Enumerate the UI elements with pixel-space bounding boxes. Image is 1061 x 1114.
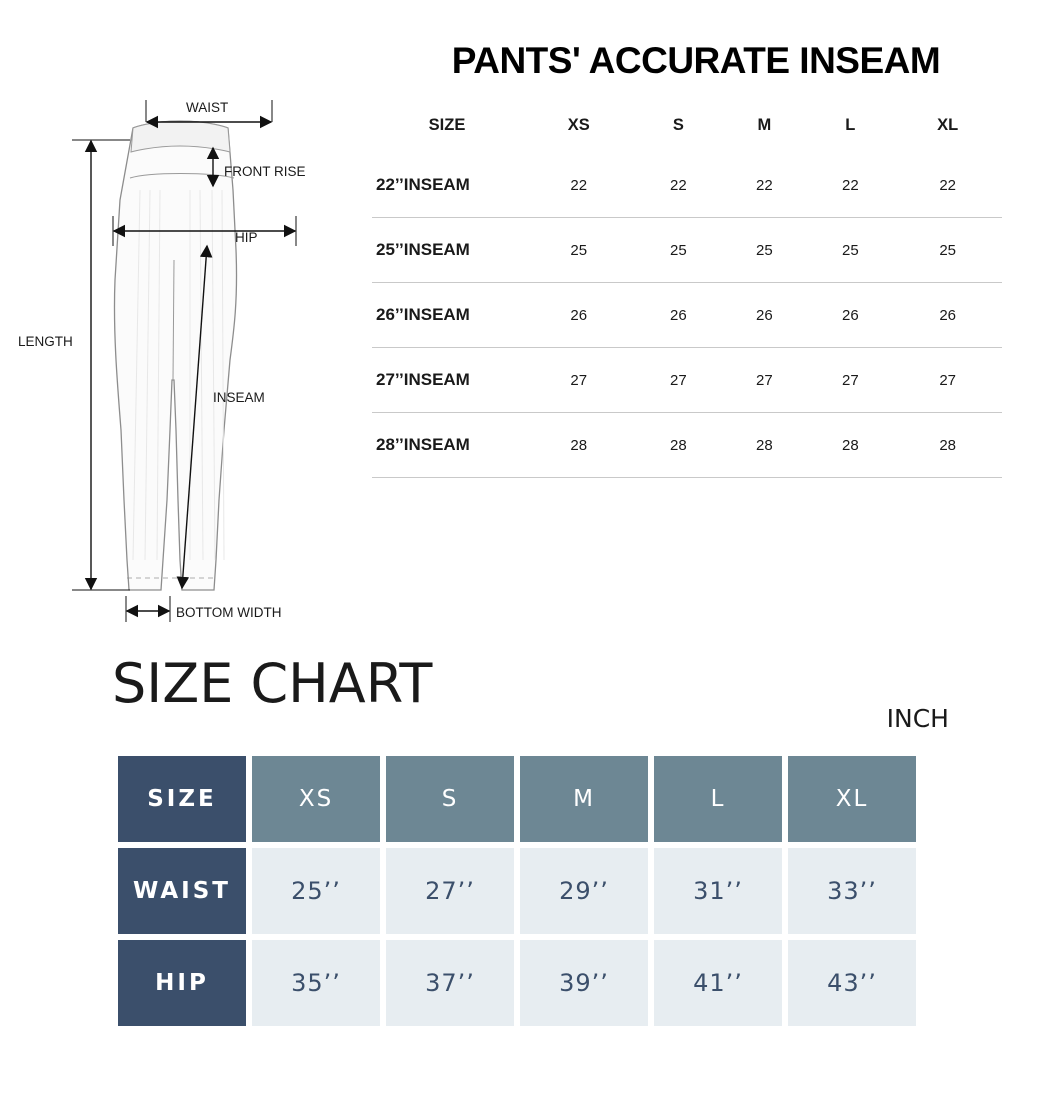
table-row bbox=[372, 218, 1002, 283]
inseam-cell: 25 bbox=[807, 218, 893, 283]
table-row bbox=[372, 348, 1002, 413]
inseam-cell: 27 bbox=[807, 348, 893, 413]
inseam-cell: 26 bbox=[635, 283, 721, 348]
size-chart-section bbox=[0, 632, 1061, 1114]
inseam-header-xs: XS bbox=[567, 116, 590, 134]
size-chart-header-size: SIZE bbox=[118, 756, 246, 842]
inseam-cell: 26 bbox=[893, 283, 1002, 348]
inseam-cell: 27 bbox=[721, 348, 807, 413]
size-chart-header-row bbox=[118, 756, 916, 842]
label-front-rise: FRONT RISE bbox=[224, 164, 306, 179]
label-length: LENGTH bbox=[18, 334, 73, 349]
inseam-cell: 25 bbox=[721, 218, 807, 283]
table-row bbox=[372, 153, 1002, 218]
size-chart-cell: 35’’ bbox=[252, 940, 380, 1026]
inseam-cell: 25 bbox=[893, 218, 1002, 283]
label-inseam: INSEAM bbox=[213, 390, 265, 405]
inseam-header-row bbox=[372, 112, 1002, 153]
inseam-table bbox=[372, 112, 1002, 478]
inseam-row-label: 26’’INSEAM bbox=[372, 283, 522, 348]
inseam-cell: 28 bbox=[893, 413, 1002, 478]
size-chart-header-l: L bbox=[654, 756, 782, 842]
size-chart-row-label: HIP bbox=[118, 940, 246, 1026]
label-bottom-width: BOTTOM WIDTH bbox=[176, 605, 282, 620]
inseam-table-block bbox=[366, 40, 1026, 478]
inseam-row-label: 28’’INSEAM bbox=[372, 413, 522, 478]
inseam-cell: 27 bbox=[635, 348, 721, 413]
inseam-cell: 22 bbox=[893, 153, 1002, 218]
inseam-cell: 25 bbox=[635, 218, 721, 283]
inseam-cell: 22 bbox=[721, 153, 807, 218]
size-chart-table bbox=[112, 750, 922, 1032]
inseam-header-s: S bbox=[672, 116, 684, 134]
size-chart-cell: 25’’ bbox=[252, 848, 380, 934]
size-chart-header-xl: XL bbox=[788, 756, 916, 842]
inseam-cell: 27 bbox=[893, 348, 1002, 413]
inseam-header-l: L bbox=[845, 116, 856, 134]
inseam-row-label: 27’’INSEAM bbox=[372, 348, 522, 413]
pants-diagram-svg bbox=[0, 0, 360, 640]
inseam-cell: 26 bbox=[807, 283, 893, 348]
size-chart-cell: 41’’ bbox=[654, 940, 782, 1026]
pants-measurement-diagram bbox=[0, 0, 360, 640]
inseam-cell: 22 bbox=[522, 153, 635, 218]
label-waist: WAIST bbox=[186, 100, 229, 115]
table-row bbox=[118, 940, 916, 1026]
table-row bbox=[118, 848, 916, 934]
size-chart-cell: 31’’ bbox=[654, 848, 782, 934]
size-chart-cell: 43’’ bbox=[788, 940, 916, 1026]
size-chart-row-label: WAIST bbox=[118, 848, 246, 934]
size-chart-title: SIZE CHART bbox=[112, 652, 433, 715]
inseam-title: PANTS' ACCURATE INSEAM bbox=[451, 40, 941, 81]
inseam-header-xl: XL bbox=[937, 116, 959, 134]
size-chart-cell: 29’’ bbox=[520, 848, 648, 934]
inseam-cell: 28 bbox=[522, 413, 635, 478]
inseam-cell: 25 bbox=[522, 218, 635, 283]
label-hip: HIP bbox=[235, 230, 258, 245]
inseam-header-size: SIZE bbox=[428, 116, 466, 134]
inseam-row-label: 25’’INSEAM bbox=[372, 218, 522, 283]
inseam-cell: 28 bbox=[635, 413, 721, 478]
inseam-cell: 22 bbox=[807, 153, 893, 218]
size-chart-cell: 39’’ bbox=[520, 940, 648, 1026]
table-row bbox=[372, 413, 1002, 478]
inseam-cell: 27 bbox=[522, 348, 635, 413]
size-chart-header-m: M bbox=[520, 756, 648, 842]
inseam-cell: 28 bbox=[721, 413, 807, 478]
inseam-cell: 22 bbox=[635, 153, 721, 218]
size-chart-header-xs: XS bbox=[252, 756, 380, 842]
size-chart-cell: 37’’ bbox=[386, 940, 514, 1026]
unit-label: INCH bbox=[886, 704, 949, 733]
inseam-cell: 28 bbox=[807, 413, 893, 478]
table-row bbox=[372, 283, 1002, 348]
inseam-header-m: M bbox=[757, 116, 772, 134]
size-chart-cell: 33’’ bbox=[788, 848, 916, 934]
inseam-cell: 26 bbox=[721, 283, 807, 348]
size-chart-cell: 27’’ bbox=[386, 848, 514, 934]
size-chart-header-s: S bbox=[386, 756, 514, 842]
inseam-row-label: 22’’INSEAM bbox=[372, 153, 522, 218]
inseam-cell: 26 bbox=[522, 283, 635, 348]
